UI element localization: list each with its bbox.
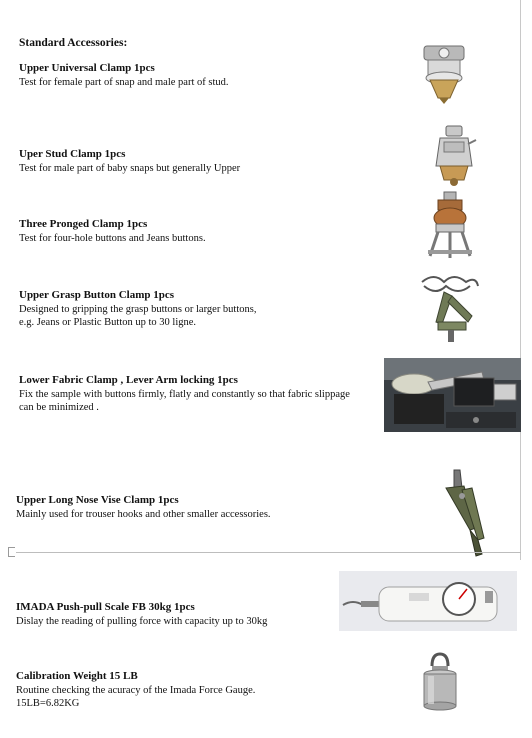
- accessory-title: Calibration Weight 15 LB: [16, 670, 138, 682]
- accessory-item-imada-push-pull-scale: [16, 601, 376, 628]
- accessory-item-calibration-weight: [16, 670, 376, 710]
- accessory-description: Test for male part of baby snaps but generally Upper: [19, 163, 241, 174]
- accessory-description: 15LB=6.82KG: [16, 698, 80, 709]
- fabric-clamp-icon: [384, 358, 521, 432]
- accessory-title: Upper Universal Clamp 1pcs: [19, 62, 155, 74]
- accessory-item-lower-fabric-clamp: [19, 374, 379, 414]
- page-edge-rule: [520, 0, 521, 560]
- accessory-description: e.g. Jeans or Plastic Button up to 30 ligne.: [19, 317, 197, 328]
- page-break-line: [16, 552, 521, 553]
- vise-clamp-icon: [432, 466, 494, 558]
- accessory-description: Fix the sample with buttons firmly, flatly and constantly so that fabric slippage: [19, 389, 350, 400]
- accessory-title: Uper Stud Clamp 1pcs: [19, 148, 126, 160]
- accessory-title: Upper Long Nose Vise Clamp 1pcs: [16, 494, 179, 506]
- accessory-title: Upper Grasp Button Clamp 1pcs: [19, 289, 175, 301]
- accessory-title: Three Pronged Clamp 1pcs: [19, 218, 148, 230]
- accessory-description: Test for four-hole buttons and Jeans buttons.: [19, 233, 206, 244]
- accessory-description: can be minimized .: [19, 402, 99, 413]
- stud-clamp-icon: [428, 124, 480, 188]
- calibration-weight-icon: [418, 652, 462, 714]
- three-pronged-clamp-icon: [420, 190, 480, 262]
- universal-clamp-icon: [412, 40, 482, 106]
- accessory-item-upper-grasp-button-clamp: [19, 289, 379, 329]
- page-break-marker: [8, 547, 15, 557]
- page-break-divider: [8, 551, 522, 553]
- push-pull-scale-icon: [339, 571, 517, 631]
- accessory-description: Routine checking the acuracy of the Imada Force Gauge.: [16, 685, 256, 696]
- section-heading: Standard Accessories:: [19, 37, 128, 49]
- accessory-title: Lower Fabric Clamp , Lever Arm locking 1pcs: [19, 374, 238, 386]
- accessory-title: IMADA Push-pull Scale FB 30kg 1pcs: [16, 601, 195, 613]
- accessory-item-three-pronged-clamp: [19, 218, 379, 245]
- grasp-button-clamp-icon: [414, 272, 486, 346]
- accessory-description: Dislay the reading of pulling force with capacity up to 30kg: [16, 616, 268, 627]
- accessory-item-uper-stud-clamp: [19, 148, 379, 175]
- accessory-description: Test for female part of snap and male part of stud.: [19, 77, 229, 88]
- accessory-description: Mainly used for trouser hooks and other smaller accessories.: [16, 509, 271, 520]
- accessory-item-upper-universal-clamp: [19, 62, 379, 89]
- accessory-description: Designed to gripping the grasp buttons or larger buttons,: [19, 304, 257, 315]
- accessory-item-upper-long-nose-vise-clamp: [16, 494, 376, 521]
